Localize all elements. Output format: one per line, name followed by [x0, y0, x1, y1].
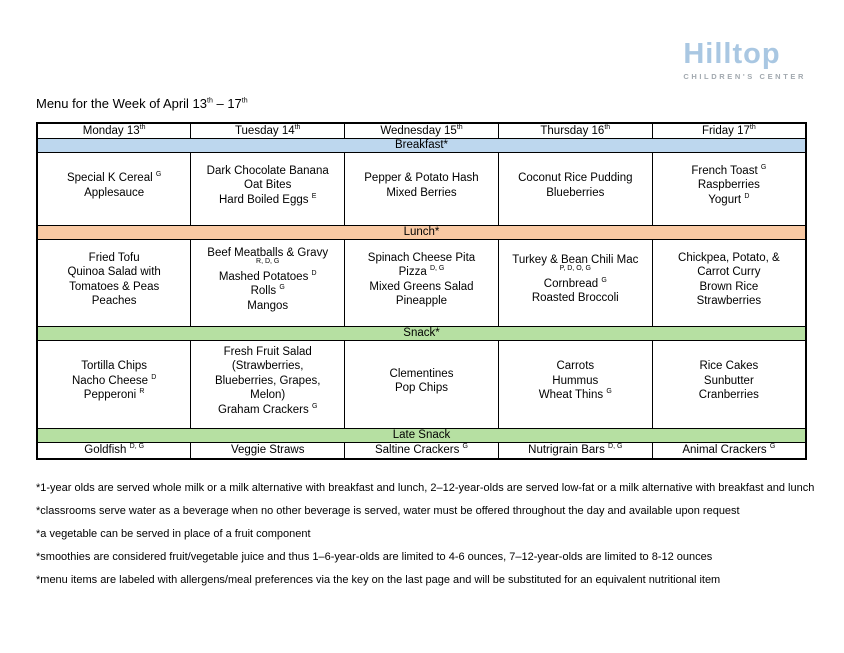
menu-item-line: Pepperoni $^R$ [83, 388, 145, 402]
allergen-code: P, D, O, G [559, 264, 591, 272]
menu-table [36, 122, 807, 460]
page-title-text-2: – 17 [212, 96, 242, 111]
menu-item-line: Rolls $^G$ [250, 284, 285, 297]
footnotes [36, 481, 816, 596]
menu-item-line: Applesauce [84, 186, 145, 199]
menu-item-line: Dark Chocolate Banana [206, 164, 329, 177]
banner-row-late-snack [37, 428, 806, 442]
allergen-code: G [155, 171, 162, 179]
menu-item-line: Strawberries [696, 295, 762, 307]
menu-cell [191, 152, 345, 225]
menu-item-line: Quinoa Salad with [67, 266, 161, 278]
menu-item-line: Coconut Rice Pudding [518, 172, 633, 184]
menu-cell [652, 340, 806, 428]
footnote-smoothies: *smoothies are considered fruit/vegetable juice and thus 1–6-year-olds are limited to 4-6 ounces, 7–12-year-olds are limited to 8-12 ounces [36, 551, 713, 563]
ordinal-suffix: th [749, 123, 756, 131]
menu-cell [498, 340, 652, 428]
menu-item-line: Roasted Broccoli [531, 292, 619, 305]
menu-item-line: Wheat Thins $^G$ [538, 388, 612, 402]
page-title [36, 96, 248, 111]
menu-item-line: Hummus [552, 374, 599, 387]
allergen-code: D, G [608, 442, 623, 450]
menu-item-line: Pizza $^{D, G}$ [398, 265, 445, 278]
menu-cell [37, 152, 191, 225]
footnote-vegetable: *a vegetable can be served in place of a fruit component [36, 528, 311, 540]
section-banner-breakfast: Breakfast* [37, 138, 806, 152]
menu-item-line: Cornbread $^G$ [543, 276, 607, 290]
menu-row-late-snack [37, 442, 806, 459]
allergen-code: D [744, 192, 750, 200]
banner-row-snack [37, 326, 806, 340]
menu-cell [345, 340, 499, 428]
menu-item-line: Yogurt $^D$ [708, 192, 750, 206]
ordinal-suffix: th [456, 123, 463, 131]
allergen-code: R [139, 388, 145, 396]
menu-cell [37, 239, 191, 326]
menu-item-line: Nacho Cheese $^D$ [71, 373, 157, 387]
menu-cell [498, 152, 652, 225]
menu-item-line: Clementines [389, 367, 454, 380]
menu-cell [652, 239, 806, 326]
menu-item-line: Pop Chips [394, 382, 449, 394]
menu-cell [37, 340, 191, 428]
menu-item-line: Fresh Fruit Salad [223, 345, 312, 358]
menu-item-line: Fried Tofu [88, 251, 140, 264]
menu-row-breakfast [37, 152, 806, 225]
ordinal-suffix: th [139, 123, 146, 131]
menu-item-line [505, 264, 646, 277]
menu-item-line: Tomatoes & Peas [69, 280, 160, 293]
allergen-code: G [279, 284, 285, 292]
menu-cell [345, 442, 499, 459]
menu-item-line: Veggie Straws [230, 443, 305, 456]
menu-item-line: Mixed Greens Salad [369, 280, 474, 293]
footnote-allergens: *menu items are labeled with allergens/meal preferences via the key on the last page and will be substituted for an equivalent nutritional item [36, 574, 721, 586]
menu-item-line: Animal Crackers $^G$ [682, 442, 776, 456]
menu-cell [345, 152, 499, 225]
menu-item-line: Mixed Berries [386, 186, 457, 199]
menu-item-line: Tortilla Chips [81, 360, 148, 373]
allergen-code: D [311, 269, 317, 277]
day-header-row [37, 123, 806, 138]
section-banner-lunch: Lunch* [37, 225, 806, 239]
menu-item-line: Spinach Cheese Pita [367, 251, 476, 264]
menu-item-line: Special K Cereal $^G$ [66, 171, 162, 184]
menu-item-line: Carrots [556, 360, 595, 373]
menu-item-line: Blueberries, Grapes, [214, 374, 321, 387]
menu-item-line: Beef Meatballs & Gravy [207, 247, 329, 259]
allergen-code: D [151, 373, 157, 381]
banner-row-lunch [37, 225, 806, 239]
allergen-code: G [462, 442, 468, 450]
allergen-code: D, G [429, 265, 445, 273]
menu-item-line: Brown Rice [699, 280, 759, 293]
section-banner-snack: Snack* [37, 326, 806, 340]
menu-cell [191, 340, 345, 428]
menu-item-line: Turkey & Bean Chili Mac [512, 254, 639, 267]
menu-item-line [197, 257, 338, 270]
menu-item-line: Graham Crackers $^G$ [218, 402, 318, 416]
menu-row-snack [37, 340, 806, 428]
day-header-monday: Monday 13th [37, 123, 191, 138]
logo [683, 40, 806, 81]
menu-item-line: Raspberries [697, 179, 760, 192]
menu-cell [191, 239, 345, 326]
menu-item-line: (Strawberries, [231, 360, 304, 373]
page-title-sup-1: th [207, 97, 213, 105]
menu-item-line: Oat Bites [244, 179, 292, 192]
menu-cell [191, 442, 345, 459]
menu-row-lunch [37, 239, 806, 326]
page-title-sup-2: th [241, 97, 248, 105]
menu-item-line: Melon) [250, 389, 286, 402]
banner-row-breakfast [37, 138, 806, 152]
day-header-friday: Friday 17th [652, 123, 806, 138]
allergen-code: G [769, 442, 776, 450]
menu-cell [498, 239, 652, 326]
menu-item-line: Nutrigrain Bars $^{D, G}$ [528, 442, 623, 456]
menu-item-line: Goldfish $^{D, G}$ [84, 442, 145, 456]
menu-item-line: Blueberries [546, 186, 605, 199]
allergen-code: G [606, 388, 612, 396]
menu-cell [498, 442, 652, 459]
menu-item-line: French Toast $^G$ [691, 163, 767, 177]
menu-item-line: Carrot Curry [697, 266, 761, 278]
menu-cell [652, 442, 806, 459]
menu-item-line: Chickpea, Potato, & [678, 251, 780, 264]
allergen-code: G [311, 402, 318, 410]
ordinal-suffix: th [604, 123, 611, 131]
footnote-milk: *1-year olds are served whole milk or a milk alternative with breakfast and lunch, 2–12-year-olds are served low-fat or a milk alternative with breakfast and lunch [36, 482, 815, 494]
footnote-water: *classrooms serve water as a beverage when no other beverage is served, water must be offered throughout the day and available upon request [36, 505, 740, 517]
menu-item-line: Peaches [91, 295, 137, 307]
menu-item-line: Pineapple [395, 295, 448, 307]
page-title-text: Menu for the Week of April 13 [36, 96, 208, 111]
menu-item-line: Pepper & Potato Hash [364, 172, 479, 184]
menu-item-line: Rice Cakes [699, 360, 759, 373]
menu-item-line: Cranberries [698, 389, 759, 402]
menu-cell [345, 239, 499, 326]
day-header-tuesday: Tuesday 14th [191, 123, 345, 138]
allergen-code: G [601, 276, 607, 284]
allergen-code: D, G [129, 442, 145, 450]
menu-item-line: Hard Boiled Eggs $^E$ [219, 192, 317, 206]
ordinal-suffix: th [294, 123, 301, 131]
day-header-thursday: Thursday 16th [498, 123, 652, 138]
menu-item-line: Mashed Potatoes $^D$ [218, 269, 317, 283]
day-header-wednesday: Wednesday 15th [345, 123, 499, 138]
allergen-code: E [311, 192, 317, 200]
menu-item-line: Saltine Crackers $^G$ [374, 442, 468, 456]
menu-item-line: Mangos [247, 299, 289, 312]
menu-cell [37, 442, 191, 459]
logo-title: Hilltop [683, 38, 781, 70]
menu-item-line: Sunbutter [703, 374, 754, 387]
section-banner-late-snack: Late Snack [37, 428, 806, 442]
allergen-code: G [760, 163, 767, 171]
logo-subtitle: CHILDREN'S CENTER [683, 72, 806, 81]
menu-cell [652, 152, 806, 225]
allergen-code: R, D, G [256, 257, 280, 265]
